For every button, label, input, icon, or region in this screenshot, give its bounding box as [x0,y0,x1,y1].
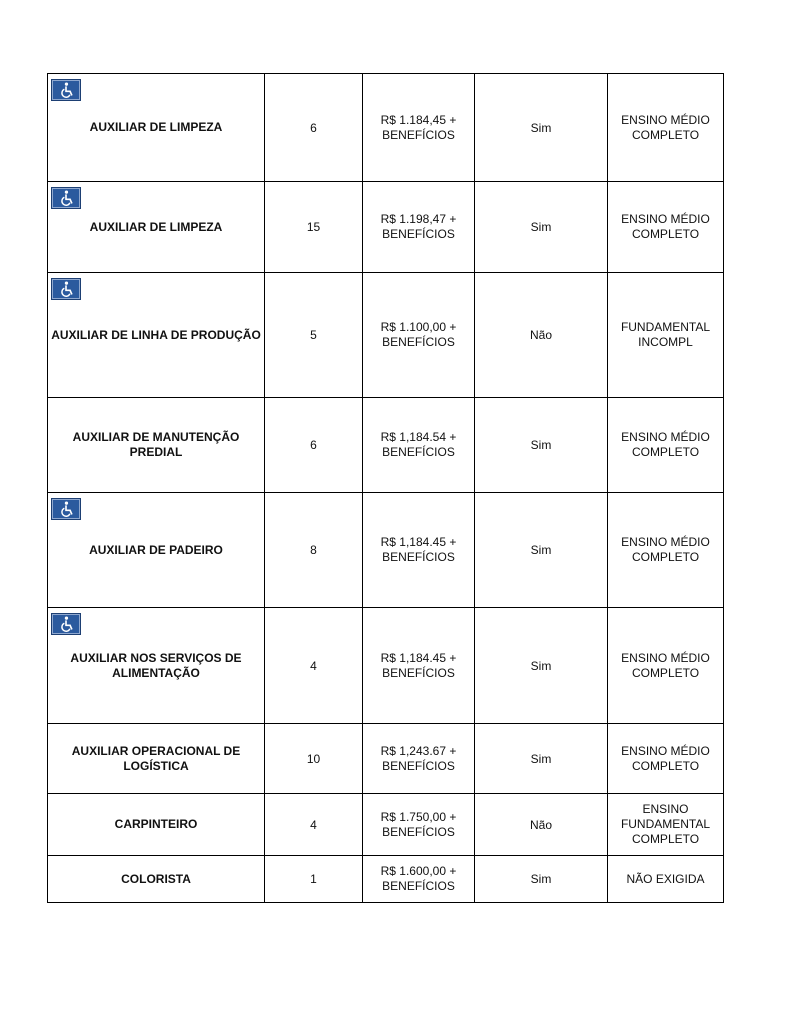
salary-cell [363,608,475,724]
role-label: AUXILIAR DE MANUTENÇÃO [72,430,240,444]
role-cell [48,724,265,794]
role-cell [48,273,265,398]
table-row [48,724,724,794]
table-row [48,273,724,398]
education-cell [608,398,724,493]
wheelchair-icon [51,278,81,300]
transport-cell: Não [475,273,608,398]
vacancies-cell: 6 [265,74,363,182]
vacancies-cell: 8 [265,493,363,608]
education-line: FUNDAMENTAL [620,817,711,831]
role-label: CARPINTEIRO [114,817,198,831]
education-line: COMPLETO [631,127,700,142]
education-line: COMPLETO [631,445,700,459]
table-row [48,398,724,493]
vacancies-cell: 4 [265,794,363,856]
salary-benefits: BENEFÍCIOS [382,445,455,459]
education-cell [608,182,724,273]
table-row [48,794,724,856]
wheelchair-icon [51,79,81,101]
role-label: PREDIAL [129,445,183,459]
education-line: ENSINO MÉDIO [621,112,710,127]
transport-cell: Sim [475,74,608,182]
role-label: AUXILIAR DE LIMPEZA [89,120,223,134]
role-label: AUXILIAR DE PADEIRO [89,542,223,557]
role-cell [48,182,265,273]
salary-cell [363,273,475,398]
salary-cell [363,856,475,903]
salary-amount: R$ 1.184,45 + [380,112,457,127]
role-label: AUXILIAR DE LIMPEZA [89,219,223,234]
salary-amount: R$ 1.198,47 + [380,212,457,226]
education-line: ENSINO MÉDIO [621,212,710,226]
education-line: ENSINO MÉDIO [621,743,710,758]
salary-benefits: BENEFÍCIOS [382,665,455,680]
transport-cell: Não [475,794,608,856]
vacancies-cell: 5 [265,273,363,398]
vacancies-cell: 1 [265,856,363,903]
transport-cell: Sim [475,398,608,493]
role-label: AUXILIAR NOS SERVIÇOS DE [70,650,242,665]
education-line: COMPLETO [631,227,700,241]
salary-cell [363,724,475,794]
role-label: AUXILIAR DE LINHA DE PRODUÇÃO [51,327,261,342]
education-line: FUNDAMENTAL [620,320,711,334]
salary-benefits: BENEFÍCIOS [382,758,455,773]
salary-cell [363,182,475,273]
education-line: COMPLETO [631,665,700,680]
education-cell [608,794,724,856]
salary-benefits: BENEFÍCIOS [382,824,455,839]
salary-amount: R$ 1,184.45 + [380,535,457,549]
salary-cell [363,493,475,608]
education-line: INCOMPL [638,335,693,349]
vacancies-cell: 15 [265,182,363,273]
role-cell [48,794,265,856]
role-cell [48,608,265,724]
salary-amount: R$ 1,184.54 + [380,430,457,444]
salary-cell [363,398,475,493]
wheelchair-icon [51,498,81,520]
vacancies-cell: 10 [265,724,363,794]
salary-amount: R$ 1.750,00 + [380,809,457,824]
transport-cell: Sim [475,608,608,724]
table-row [48,74,724,182]
education-line: ENSINO [642,802,689,816]
role-label: LOGÍSTICA [123,758,189,773]
education-cell [608,856,724,903]
salary-amount: R$ 1,243.67 + [380,743,457,758]
role-cell [48,74,265,182]
education-line: ENSINO MÉDIO [621,650,710,665]
role-cell [48,856,265,903]
role-cell [48,398,265,493]
transport-cell: Sim [475,182,608,273]
education-cell [608,608,724,724]
wheelchair-icon [51,187,81,209]
salary-benefits: BENEFÍCIOS [382,127,455,142]
education-cell [608,273,724,398]
salary-amount: R$ 1,184.45 + [380,650,457,665]
salary-benefits: BENEFÍCIOS [382,879,455,893]
table-row [48,608,724,724]
education-line: NÃO EXIGIDA [626,871,705,886]
salary-amount: R$ 1.100,00 + [380,320,457,334]
transport-cell: Sim [475,724,608,794]
wheelchair-icon [51,613,81,635]
salary-cell [363,74,475,182]
education-cell [608,724,724,794]
vacancies-cell: 6 [265,398,363,493]
salary-amount: R$ 1.600,00 + [380,864,457,878]
role-label: ALIMENTAÇÃO [112,665,200,680]
salary-benefits: BENEFÍCIOS [382,550,455,564]
table-row [48,182,724,273]
role-cell [48,493,265,608]
table-row [48,856,724,903]
education-line: COMPLETO [631,550,700,564]
education-cell [608,74,724,182]
education-line: ENSINO MÉDIO [621,535,710,549]
vacancies-cell: 4 [265,608,363,724]
education-line: COMPLETO [631,832,700,846]
education-line: COMPLETO [631,758,700,773]
transport-cell: Sim [475,493,608,608]
role-label: COLORISTA [121,871,191,886]
transport-cell: Sim [475,856,608,903]
job-openings-table [47,73,724,903]
education-line: ENSINO MÉDIO [621,430,710,444]
education-cell [608,493,724,608]
salary-cell [363,794,475,856]
salary-benefits: BENEFÍCIOS [382,227,455,241]
role-label: AUXILIAR OPERACIONAL DE [71,743,241,758]
table-row [48,493,724,608]
salary-benefits: BENEFÍCIOS [382,335,455,349]
